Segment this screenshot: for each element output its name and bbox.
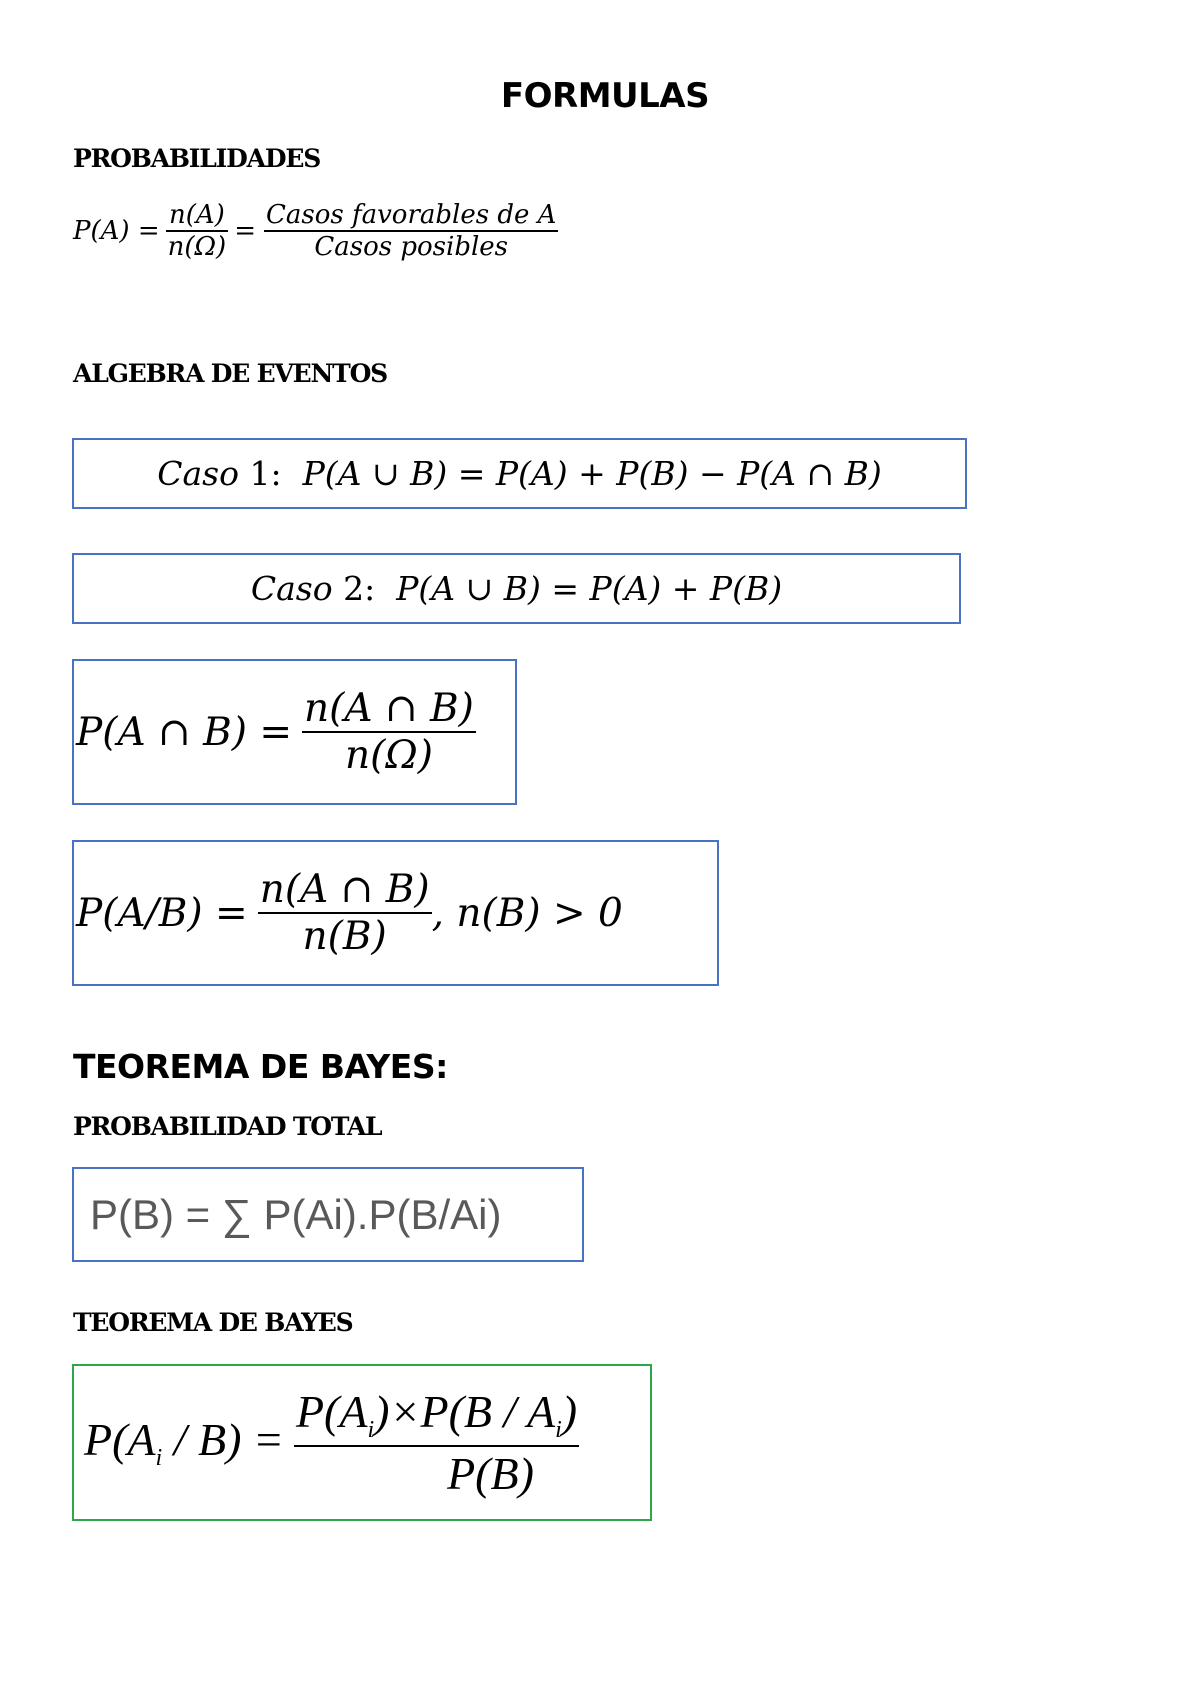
formula-caso1	[74, 440, 965, 507]
formula-condition: , n(B) > 0	[431, 890, 623, 936]
fraction-numerator	[294, 1385, 579, 1444]
subscript-i: i	[155, 1445, 163, 1472]
caso-number: 1:	[249, 454, 282, 493]
formula-intersection	[74, 661, 515, 803]
formula-lhs: P(A ∩ B) =	[76, 709, 293, 755]
formula-box-bayes	[72, 1364, 652, 1521]
fraction	[302, 686, 476, 778]
formula-box-conditional	[72, 840, 719, 986]
equals-sign: =	[234, 216, 256, 246]
caso-expression: P(A ∪ B) = P(A) + P(B)	[396, 569, 783, 608]
formula-box-total-probability	[72, 1167, 584, 1262]
fraction	[258, 867, 432, 959]
caso-label: Caso	[250, 569, 333, 608]
section-heading-algebra: ALGEBRA DE EVENTOS	[73, 359, 388, 388]
formula-box-intersection	[72, 659, 517, 805]
subscript-i: i	[555, 1417, 562, 1444]
fraction-denominator: P(B)	[447, 1447, 534, 1499]
formula-probability-definition	[73, 200, 558, 262]
fraction-denominator: Casos posibles	[314, 232, 509, 262]
section-heading-bayes-main: TEOREMA DE BAYES:	[73, 1047, 448, 1086]
fraction-numerator: Casos favorables de A	[266, 200, 557, 230]
formula-total-probability: P(B) = ∑ P(Ai).P(B/Ai)	[90, 1190, 502, 1238]
formula-bayes	[74, 1366, 650, 1519]
lhs-part: P(A	[84, 1413, 156, 1465]
formula-caso2	[74, 555, 959, 622]
section-heading-bayes: TEOREMA DE BAYES	[73, 1308, 353, 1337]
num-part-c: )	[561, 1386, 578, 1438]
caso-number: 2:	[343, 569, 376, 608]
fraction	[294, 1385, 579, 1499]
formula-lhs: P(A) =	[73, 216, 160, 246]
section-heading-probabilidades: PROBABILIDADES	[73, 144, 321, 173]
formula-box-caso1	[72, 438, 967, 509]
fraction-counts	[166, 200, 229, 262]
fraction-numerator: n(A ∩ B)	[259, 867, 430, 912]
fraction-numerator: n(A)	[169, 200, 225, 230]
subscript-i: i	[367, 1417, 375, 1444]
fraction-denominator: n(B)	[302, 914, 387, 959]
page-title: FORMULAS	[500, 76, 710, 116]
num-part-a: P(A	[295, 1386, 368, 1438]
fraction-numerator: n(A ∩ B)	[304, 686, 474, 731]
formula-conditional	[74, 842, 717, 984]
num-part-b: )×P(B / A	[374, 1386, 556, 1438]
formula-box-caso2	[72, 553, 961, 624]
fraction-denominator: n(Ω)	[345, 733, 433, 778]
fraction-cases	[264, 200, 558, 262]
section-heading-probabilidad-total: PROBABILIDAD TOTAL	[73, 1112, 382, 1141]
caso-expression: P(A ∪ B) = P(A) + P(B) − P(A ∩ B)	[302, 454, 882, 493]
formula-lhs: P(A/B) =	[76, 890, 248, 936]
lhs-rest: / B) =	[162, 1413, 284, 1465]
caso-label: Caso	[157, 454, 239, 493]
formula-lhs	[84, 1413, 284, 1472]
fraction-denominator: n(Ω)	[167, 232, 227, 262]
